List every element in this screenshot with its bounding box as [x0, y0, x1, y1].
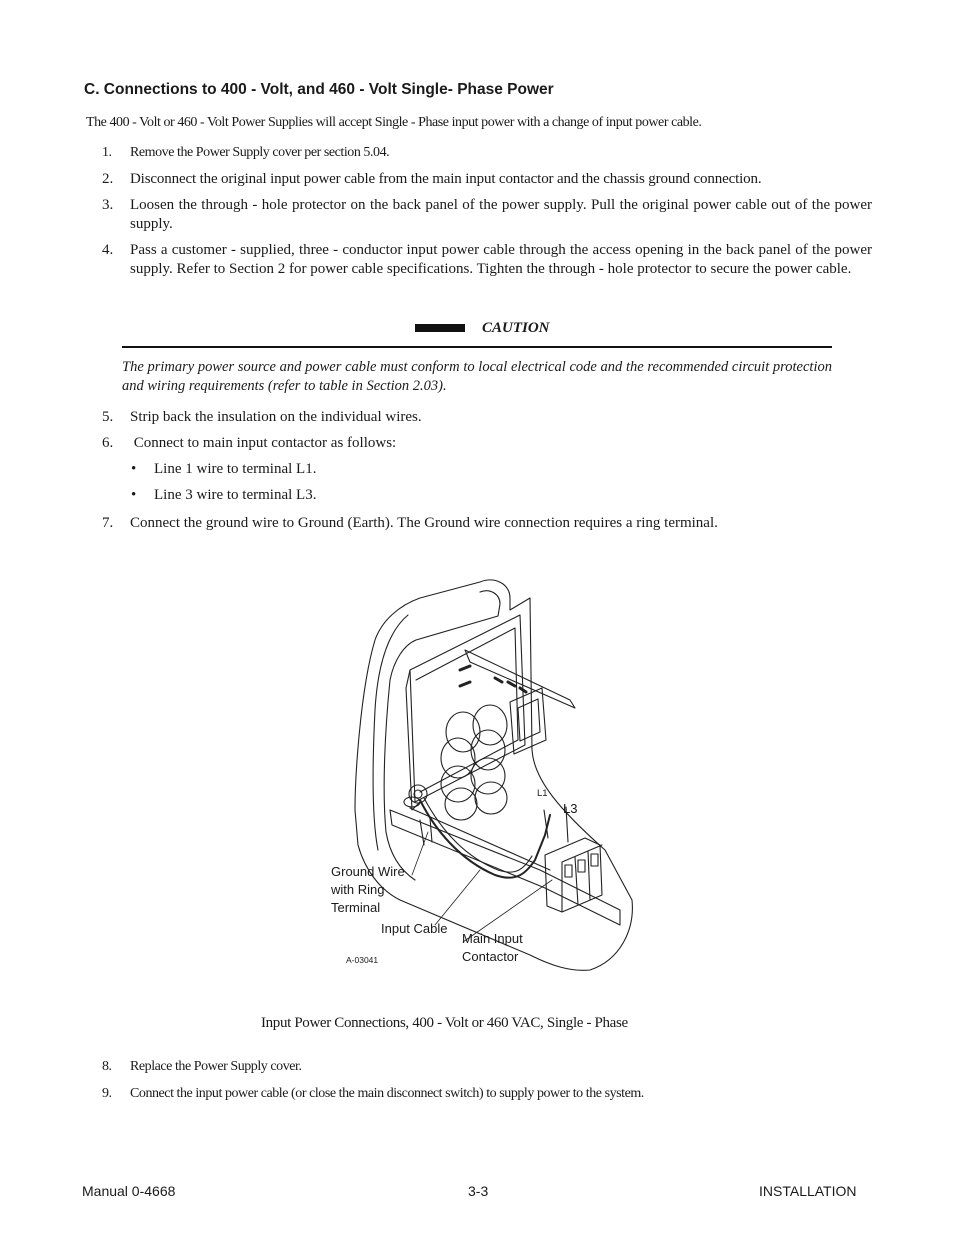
step-text: Replace the Power Supply cover.: [130, 1059, 302, 1074]
step-text: Loosen the through - hole protector on the back panel of the power supply. Pull the original power cable out of the power supply.: [130, 197, 872, 232]
panel-slot: [460, 682, 470, 686]
step-9: [102, 1084, 872, 1103]
step-text: Connect the input power cable (or close the main disconnect switch) to supply power to the system.: [130, 1086, 644, 1101]
step-number: 9.: [102, 1086, 112, 1101]
step-3: [102, 196, 872, 234]
step-number: 6.: [102, 435, 114, 451]
footer-page-number: 3-3: [468, 1183, 489, 1199]
step-number: 5.: [102, 409, 114, 425]
figure-code: A-03041: [346, 955, 379, 965]
step-number: 3.: [102, 197, 114, 213]
panel-slot: [460, 666, 470, 670]
label-l1: L1: [537, 788, 548, 799]
step-8: [102, 1057, 872, 1076]
label-main-input-contactor: Main Input Contactor: [462, 931, 523, 964]
step-5: [102, 408, 872, 427]
step-number: 8.: [102, 1059, 112, 1074]
caution-bar: [415, 324, 465, 332]
footer-section-name: INSTALLATION: [759, 1183, 857, 1199]
ground-leader: [412, 832, 428, 875]
step-text: Pass a customer - supplied, three - conductor input power cable through the access opening in the back panel of the power supply. Refer to Section 2 for power cable specifications. Tighten the through - hole protector to secure the power cable.: [130, 242, 872, 277]
step-number: 1.: [102, 145, 112, 160]
bullet-mark: •: [131, 487, 137, 503]
transformer: [510, 688, 546, 754]
wiring-figure: [320, 570, 640, 975]
step-text: Remove the Power Supply cover per section 5.04.: [130, 145, 390, 160]
board-component: [495, 678, 502, 682]
step-text: Disconnect the original input power cable from the main input contactor and the chassis ground connection.: [130, 171, 762, 187]
pc-board: [465, 650, 575, 708]
bullet-text: Line 3 wire to terminal L3.: [154, 487, 317, 503]
footer-manual-number: Manual 0-4668: [82, 1183, 176, 1199]
step-text: Strip back the insulation on the individual wires.: [130, 409, 422, 425]
bullet-mark: •: [131, 461, 137, 477]
board-component: [520, 688, 526, 692]
caution-label: CAUTION: [482, 320, 550, 336]
section-heading: C. Connections to 400 - Volt, and 460 - Volt Single- Phase Power: [84, 81, 554, 98]
label-ground-wire: Ground Wire with Ring Terminal: [331, 864, 405, 915]
step-number: 4.: [102, 242, 114, 258]
transformer-core: [518, 699, 540, 741]
step-7: [102, 514, 872, 533]
figure-caption: Input Power Connections, 400 - Volt or 460 VAC, Single - Phase: [261, 1015, 628, 1031]
label-input-cable: Input Cable: [381, 921, 448, 936]
caution-rule: [122, 346, 832, 348]
input-cable-edge: [424, 798, 532, 872]
step-2: [102, 170, 872, 189]
step-number: 7.: [102, 515, 114, 531]
label-l3: L3: [563, 801, 578, 816]
bullet-text: Line 1 wire to terminal L1.: [154, 461, 317, 477]
step-text: Connect to main input contactor as follows:: [130, 435, 397, 451]
step-1: [102, 143, 872, 162]
step-6: [102, 434, 872, 453]
capacitor-bank: [441, 705, 507, 820]
board-component: [508, 682, 515, 686]
intro-paragraph: The 400 - Volt or 460 - Volt Power Supplies will accept Single - Phase input power with a change of input power cable.: [86, 115, 702, 130]
step-4: [102, 241, 872, 298]
main-input-contactor: [545, 838, 602, 912]
input-cable: [420, 800, 550, 878]
caution-text: The primary power source and power cable must conform to local electrical code and the recommended circuit protection and wiring requirements (refer to table in Section 2.03).: [122, 359, 832, 394]
step-text: Connect the ground wire to Ground (Earth). The Ground wire connection requires a ring terminal.: [130, 515, 718, 531]
step-number: 2.: [102, 171, 114, 187]
cable-leader: [435, 870, 480, 925]
